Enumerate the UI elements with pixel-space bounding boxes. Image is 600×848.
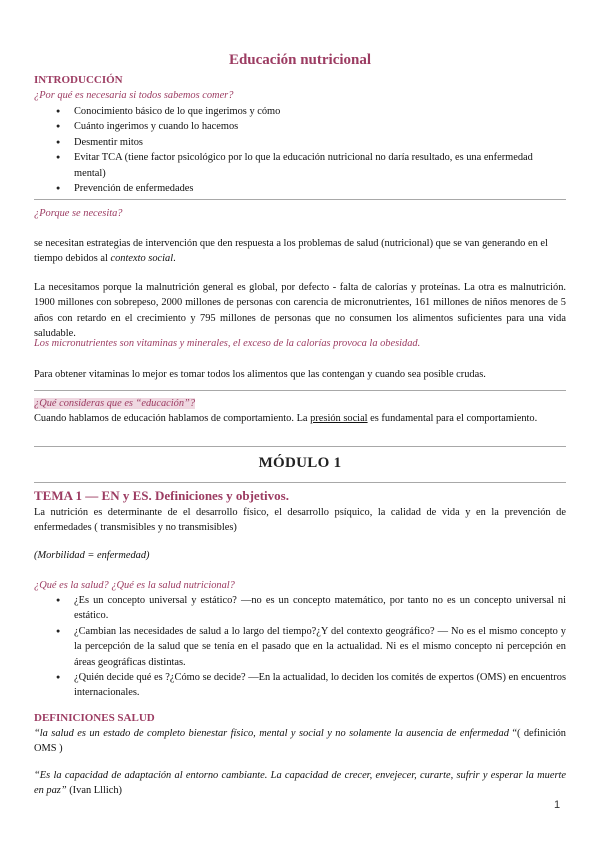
why-paragraph-1-emphasis: contexto social <box>110 253 174 265</box>
intro-bullet-list <box>34 104 566 196</box>
education-paragraph <box>34 411 566 426</box>
definition-quote-1 <box>34 726 566 757</box>
definitions-heading: DEFINICIONES SALUD <box>34 712 155 724</box>
education-question <box>34 396 566 411</box>
list-item: ● Evitar TCA (tiene factor psicológico por lo que la educación nutricional no daría resultado, es una enfermedad mental) <box>34 150 566 181</box>
definition-quote-2 <box>34 768 566 799</box>
list-item: ● Cuánto ingerimos y cuando lo hacemos <box>34 119 566 134</box>
why-question: ¿Porque se necesita? <box>34 208 123 219</box>
module-heading: MÓDULO 1 <box>258 455 342 471</box>
tema-paragraph-2: (Morbilidad = enfermedad) <box>34 550 150 561</box>
tema-question: ¿Qué es la salud? ¿Qué es la salud nutricional? <box>34 580 235 591</box>
list-item: ● Prevención de enfermedades <box>34 181 566 196</box>
list-item: ● ¿Quién decide qué es ?¿Cómo se decide? —En la actualidad, lo deciden los comités de expertos (OMS) en encuentros internacionales. <box>34 670 566 701</box>
why-paragraph-3: Para obtener vitaminas lo mejor es tomar todos los alimentos que las contengan y cuando sea posible crudas. <box>34 369 486 380</box>
list-item: ● ¿Es un concepto universal y estático? —no es un concepto matemático, por tanto no es un concepto universal ni estático. <box>34 593 566 624</box>
tema-paragraph-1: La nutrición es determinante de el desarrollo físico, el desarrollo psíquico, la calidad de vida y en la prevención de enfermedades ( transmisibles y no transmisibles) <box>34 507 566 534</box>
definition-quote-2-source: (Ivan Lllich) <box>66 785 123 797</box>
section-divider <box>34 482 566 483</box>
document-title: Educación nutricional <box>228 52 372 68</box>
list-item: ● ¿Cambian las necesidades de salud a lo largo del tiempo?¿Y del contexto geográfico? — No es el mismo concepto y la percepción de la salud que se tenía en el pasado que en la actualidad. Ni es el mismo concepto ni percepción en áreas geográficas distintas. <box>34 624 566 670</box>
why-paragraph-1-end: . <box>173 253 176 265</box>
list-item: ● Desmentir mitos <box>34 135 566 150</box>
why-paragraph-italic: Los micronutrientes son vitaminas y minerales, el exceso de la calorías provoca la obesidad. <box>34 338 421 349</box>
page-number: 1 <box>554 799 561 811</box>
definition-quote-1-source: “( definición OMS ) <box>34 728 566 755</box>
education-paragraph-end: es fundamental para el comportamiento. <box>367 413 538 424</box>
why-paragraph-1 <box>34 236 566 267</box>
why-paragraph-2: La necesitamos porque la malnutrición general es global, por defecto - falta de calorías y proteínas. La otra es malnutrición. 1900 millones con sobrepeso, 2000 millones de personas con carencia de micronutrientes, 161 millones de niños menores de 5 años con retardo en el crecimiento y 795 millones de personas que no consumen los alimentos suficientes para una vida saludable. <box>34 282 566 340</box>
tema-heading: TEMA 1 — EN y ES. Definiciones y objetivos. <box>34 488 289 503</box>
definition-quote-1-text: “la salud es un estado de completo bienestar físico, mental y social y no solamente la ausencia de enfermedad <box>34 728 509 739</box>
education-underlined-term: presión social <box>310 413 368 424</box>
why-paragraph-1-text: se necesitan estrategias de intervención que den respuesta a los problemas de salud (nutricional) que se van generando en el tiempo debidos al <box>34 238 548 265</box>
section-divider <box>34 199 566 200</box>
intro-question: ¿Por qué es necesaria si todos sabemos comer? <box>34 90 234 101</box>
section-divider <box>34 390 566 391</box>
education-paragraph-text: Cuando hablamos de educación hablamos de comportamiento. La <box>34 413 311 424</box>
list-item: ● Conocimiento básico de lo que ingerimos y cómo <box>34 104 566 119</box>
tema-bullet-list <box>34 593 566 701</box>
intro-heading: INTRODUCCIÓN <box>34 74 123 86</box>
definition-quote-2-text: “Es la capacidad de adaptación al entorno cambiante. La capacidad de crecer, envejecer, curarte, sufrir y esperar la muerte en paz” <box>34 770 566 797</box>
education-question-text: ¿Qué consideras que es “educación”? <box>34 398 196 409</box>
section-divider <box>34 446 566 447</box>
